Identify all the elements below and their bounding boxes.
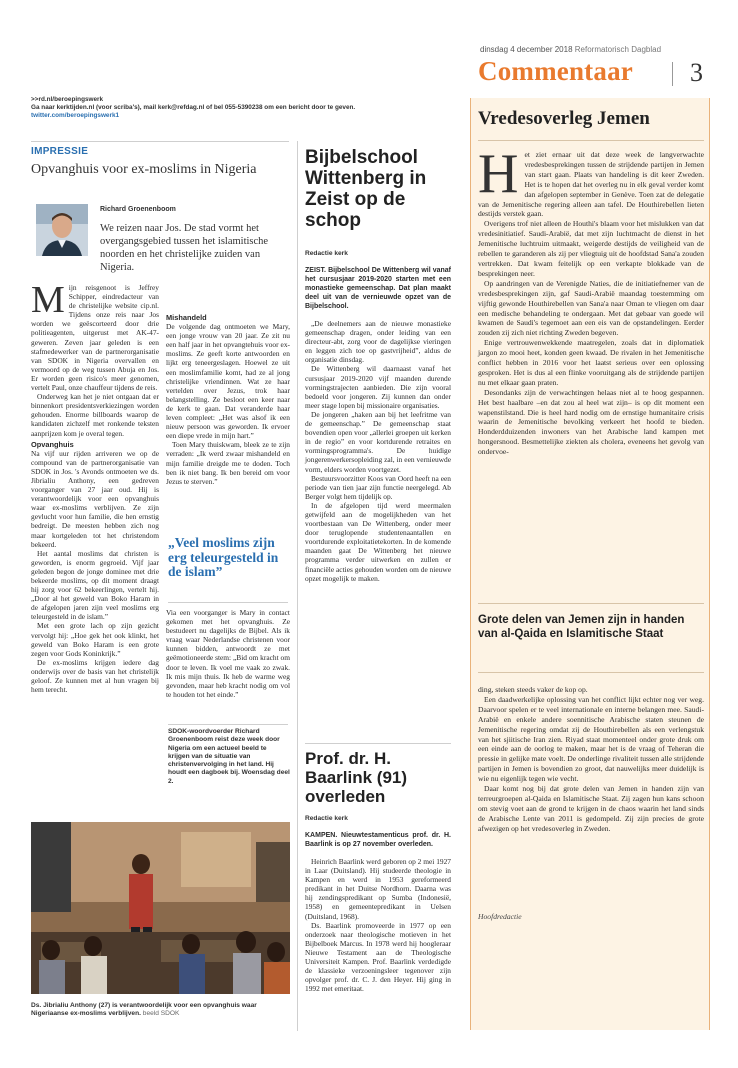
paragraph: De volgende dag ontmoeten we Mary, een jonge vrouw van 20 jaar. Ze zit nu een half jaar in het opvangtehuis voor ex-moslims. Ze geeft korte antwoorden en lijkt erg teneergeslagen. Hoewel ze uit een moslimfamilie komt, had ze al jong christelijke vriendinnen. Wat ze haar vertelden over Jezus, trok haar belangstelling. Ze besloot een keer naar de kerk te gaan. Dat veranderde haar leven compleet: „Het was alsof ik een nieuw persoon was geworden. Ik ervoer een diepe vrede in mijn hart.”: [166, 322, 290, 441]
paragraph: ding, steken steeds vaker de kop op.: [478, 685, 588, 694]
paragraph: De Wittenberg wil daarnaast vanaf het cursusjaar 2019-2020 vijf maanden durende vormingstrajecten aanbieden. Die zijn vooral bedoeld voor jongeren. Zij kunnen dan onder meer stage lopen bij missionaire organisaties.: [305, 364, 451, 410]
section-title: Commentaar: [478, 56, 633, 86]
paragraph: Bestuursvoorzitter Koos van Oord heeft na een periode van tien jaar zijn functie neergelegd. Ab Berger volgt hem tijdelijk op.: [305, 473, 451, 501]
page-number: 3: [690, 58, 703, 87]
baarlink-byline: Redactie kerk: [305, 815, 348, 822]
paragraph: ijn reisgenoot is Jeffrey Schipper, eindredacteur van de christelijke website cip.nl. Tijdens onze reis naar Jos worden we geëscorteerd door drie politieagenten, uitgerust met AK-47-geweren. Zeven jaar geleden is een stafmedewerker van de partnerorganisatie van SDOK in Nigeria overvallen en vermoord op de weg tussen Abuja en Jos. Er worden geen risico's meer genomen, vertelt Paul, onze chauffeur tijdens de reis.: [31, 283, 159, 393]
paragraph: Toen Mary thuiskwam, bleek ze te zijn verraden: „Ik werd zwaar mishandeld en mijn familie dreigde me te doden. Toch ben ik niet bang. Ik ben bereid om voor Jezus te sterven.”: [166, 440, 290, 486]
paragraph: Het aantal moslims dat christen is geworden, is enorm gegroeid. Vijf jaar geleden begon de jonge dominee met drie bekeerde moslims, op dit moment draagt hij zorg voor 62 bekeerlingen, vertelt hij. „Door al het geweld van Boko Haram in de afgelopen jaren zijn veel moslims erg teleurgesteld in de islam.”: [31, 548, 159, 622]
impressie-top-rule: [31, 141, 289, 142]
twitter-link[interactable]: twitter.com/beroepingswerk1: [31, 112, 120, 120]
paragraph: Daar komt nog bij dat grote delen van Jemen in handen zijn van terreurgroepen al-Qaida en Islamitische Staat. Zij zagen hun kans schoon om stevig voet aan de grond te krijgen in de chaos waarin het land sinds de Arabische Lente van 2011 is gedompeld. Zij zijn precies de grote afwezigen op het vredesoverleg in Zweden.: [478, 784, 704, 833]
paragraph: Een daadwerkelijke oplossing van het conflict lijkt echter nog ver weg. Daarvoor spelen er te veel internationale en interne belangen mee. Saudi-Arabië en enkele andere soennitische Arabische staten steunen de Jemenitische regering omdat zij de Houthirebellen als een verlengstuk van het sjiitische Iran zien. Riyad staat momenteel onder grote druk om een einde aan de oorlog te maken, maar het is de vraag of Teheran die pressie in gelijke mate voelt. De onderlinge rivaliteit tussen alle strijdende partijen in Jemen is bovendien zo groot, dat nauwelijks meer duidelijk is wie nu eigenlijk tegen wie vecht.: [478, 694, 704, 784]
impressie-intro: We reizen naar Jos. De stad vormt het overgangsgebied tussen het islamitische noorden en het christelijke zuiden van Nigeria.: [100, 223, 269, 273]
contact-info: Ga naar kerktijden.nl (voor scriba's), mail kerk@refdag.nl of bel 055-5390238 om een bericht door te geven.: [31, 104, 356, 112]
impressie-category: IMPRESSIE: [31, 146, 89, 157]
contact-link[interactable]: >>rd.nl/beroepingswerk: [31, 96, 104, 103]
bijbelschool-body: [305, 266, 451, 736]
impressie-dropcap: M: [31, 279, 65, 321]
baarlink-body: [305, 831, 451, 1031]
subheading: Opvanghuis: [31, 439, 74, 449]
pull-quote: „Veel moslims zijn erg teleurgesteld in de islam”: [168, 535, 279, 579]
contact-block: [31, 96, 451, 121]
classroom-photo: [31, 822, 290, 994]
bijbelschool-title: Bijbelschool Wittenberg in Zeist op de schop: [305, 147, 427, 231]
masthead-date: dinsdag 4 december 2018: [480, 45, 573, 54]
paragraph: Met een grote lach op zijn gezicht vervolgt hij: „Hoe gek het ook klinkt, het geweld van Boko Haram is een grote zegen voor Gods Koninkrijk.”: [31, 621, 159, 658]
bijbelschool-byline: Redactie kerk: [305, 250, 348, 257]
commentaar-subtitle: Grote delen van Jemen zijn in handen van al-Qaida en Islamitische Staat: [478, 614, 685, 640]
paragraph: „De deelnemers aan de nieuwe monastieke gemeenschap dragen, onder leiding van een directeur-abt, zorg voor de dagelijkse vieringen en leggen zich toe op gastvrijheid”, aldus de organisatie dinsdag.: [305, 319, 451, 365]
impressie-author: Richard Groenenboom: [100, 206, 176, 213]
impressie-column-2: [166, 283, 290, 533]
masthead-paper: Reformatorisch Dagblad: [574, 45, 662, 54]
paragraph: Na vijf uur rijden arriveren we op de compound van de partnerorganisatie van SDOK in Jos. 's Avonds ontmoeten we ds. Jibrialiu Anthony, een gedreven voorganger van 27 jaar oud. Hij is verantwoordelijk voor een opvanghuis waar ex-moslims verblijven. Ze zijn gevlucht voor hun familie, die hen ernstig bedreigt. De meesten hebben zich nog maar kortgeleden tot het christendom bekeerd.: [31, 448, 159, 549]
quote-rule: [168, 602, 288, 603]
paragraph: De jongeren „haken aan bij het leefritme van de gemeenschap.” De gemeenschap staat bovendien open voor „allerlei groepen uit kerken in de regio” en voor kortdurende retraites en vormingsprogramma's. De huidige jongerenwerkersopleiding zal, in een vernieuwde vorm, elders worden voortgezet.: [305, 409, 451, 474]
author-portrait-icon: [36, 204, 88, 256]
article-photo: [31, 822, 290, 994]
commentaar-dropcap: H: [478, 143, 519, 205]
subheading: Mishandeld: [166, 313, 207, 322]
paragraph: De ex-moslims krijgen iedere dag onderwijs over de basis van het christelijk geloof. Ze kunnen met al hun vragen bij hem terecht.: [31, 657, 159, 695]
masthead-separator: [672, 62, 673, 86]
paragraph: Op aandringen van de Verenigde Naties, die de initiatiefnemer van de vredesbesprekingen zijn, gaf Saudi-Arabië maandag toestemming om vijftig gewonde Houthirebellen van Sana'a naar Oman te vliegen om daar een medische behandeling te ondergaan. Met dat gebaar van goede wil kwamen de Saudi's tegemoet aan een eis van de opstandelingen. Eerder zouden zij zich niet richting Zweden begeven.: [478, 278, 704, 338]
paragraph: Onderweg kan het je niet ontgaan dat er binnenkort presidentsverkiezingen worden gehouden. Enorme billboards waarop de kandidaten zichzelf met ronkende teksten aanprijzen kom je overal tegen.: [31, 392, 159, 438]
impressie-column-2b: [166, 608, 290, 720]
paragraph: Via een voorganger is Mary in contact gekomen met het opvanghuis. Ze bestudeert nu dagelijks de Bijbel. Als ik vraag waar Nederlandse christenen voor kunnen bidden, antwoordt ze met geëmotioneerde stem: „Bid om kracht om door te leven. Ik voel me vaak zo zwak. Ik mis mijn thuis. Ik heb de warme weg gevonden, maar heb kracht nodig om vol te houden tot het einde.”: [166, 608, 290, 699]
impressie-column-1: [31, 279, 159, 695]
paragraph: In de afgelopen tijd werd meermalen getwijfeld aan de mogelijkheden van het voortbestaan van De Wittenberg, onder meer door teruglopende studentenaantallen en voortdurende exploitatietekorten. In de komende maanden gaat De Wittenberg het nieuwe programma verder uitwerken en zullen er financiële acties gehouden worden om de nieuwe opzet mogelijk te maken.: [305, 500, 451, 583]
caption-text: Ds. Jibrialiu Anthony (27) is verantwoordelijk voor een opvanghuis waar Nigeriaanse ex-moslims verblijven.: [31, 1002, 257, 1018]
author-avatar: [36, 204, 88, 256]
paragraph: Enige vertrouwenwekkende maatregelen, zoals dat in diplomatiek jargon zo mooi heet, konden geen kwaad. De rivalen in het Jemenitische conflict hebben in 2016 voor het laatst serieus over een oplossing gesproken. Het is dus al een flinke vooruitgang als de strijdende partijen nu met elkaar gaan praten.: [478, 338, 704, 387]
paragraph: Desondanks zijn de verwachtingen helaas niet al te hoog gespannen. Het best haalbare –en dat zou al heel wat zijn– is op dit moment een wapenstilstand. Die is heel hard nodig om de ernstige humanitaire crisis waarin de Jemenitische bevolking verkeert het hoofd te bieden. Honderdduizenden inwoners van het Arabische land kampen met hongersnood. Besmettelijke ziekten als cholera, eveneens het gevolg van ondervoe-: [478, 387, 704, 457]
subtitle-bottom-rule: [478, 672, 704, 673]
author-note: SDOK-woordvoerder Richard Groenenboom reist deze week door Nigeria om een actueel beeld te krijgen van de situatie van christenvervolging in het land. Hij houdt een dagboek bij. Woensdag deel 2.: [168, 728, 290, 785]
bijbelschool-end-rule: [305, 743, 451, 744]
caption-credit: beeld SDOK: [142, 1010, 180, 1018]
paragraph: Ds. Baarlink promoveerde in 1977 op een onderzoek naar theologische motieven in het Bijbelboek Marcus. In 1978 werd hij hoogleraar Nieuwe Testament aan de Theologische Universiteit Kampen. Prof. Baarlink verdedigde de klassieke verzoeningsleer tegenover zijn opvolger prof. dr. C. J. den Heyer. Hij ging in 1992 met emeritaat.: [305, 920, 451, 994]
commentaar-title-rule: [478, 140, 704, 141]
paragraph: et ziet ernaar uit dat deze week de langverwachte vredesbesprekingen tussen de strijdende partijen in Jemen van start gaan. Plaats van handeling is dit keer Zweden. Het is te hopen dat het overleg nu in elk geval verder komt dan afgelopen september in Genève. Toen zat de delegatie van de Jemenitische regering alleen aan tafel. De Houthirebellen lieten destijds verstek gaan.: [478, 150, 704, 219]
commentaar-body-2: [478, 685, 704, 917]
subtitle-top-rule: [478, 603, 704, 604]
lead: ZEIST. Bijbelschool De Wittenberg wil vanaf het cursusjaar 2019-2020 starten met een monastieke gemeenschap. Dat plan maakt deel uit van de vernieuwde opzet van de Bijbelschool.: [305, 267, 451, 310]
paragraph: Heinrich Baarlink werd geboren op 2 mei 1927 in Laar (Duitsland). Hij studeerde theologie in Kampen en werd in 1953 gereformeerd predikant in het Duitse Nordhorn. Daarna was hij zendingspredikant op Sumba (Indonesië, 1958) en gemeentepredikant in Uelsen (Duitsland, 1968).: [305, 857, 451, 921]
paragraph: Overigens trof niet alleen de Houthi's blaam voor het mislukken van dat vredesinitiatief. Saudi-Arabië, dat met zijn luchtmacht de dienst in het Jemenitische luchtruim uitmaakt, weigerde destijds de veiligheid van de rebellen te garanderen als zij per vliegtuig uit de hoofdstad Sana'a zouden vertrekken. Dat kwam feitelijk op een verkapte blokkade van de besprekingen neer.: [478, 219, 704, 278]
note-rule: [168, 724, 288, 725]
masthead-dateline: [480, 45, 710, 54]
column-divider: [297, 141, 298, 1031]
lead: KAMPEN. Nieuwtestamenticus prof. dr. H. Baarlink is op 27 november overleden.: [305, 832, 451, 848]
photo-caption: [31, 1002, 290, 1018]
commentaar-title: Vredesoverleg Jemen: [478, 108, 650, 129]
impressie-title: Opvanghuis voor ex-moslims in Nigeria: [31, 162, 257, 177]
commentaar-signature: Hoofdredactie: [478, 912, 522, 921]
commentaar-body: [478, 143, 704, 588]
baarlink-title: Prof. dr. H. Baarlink (91) overleden: [305, 749, 408, 806]
